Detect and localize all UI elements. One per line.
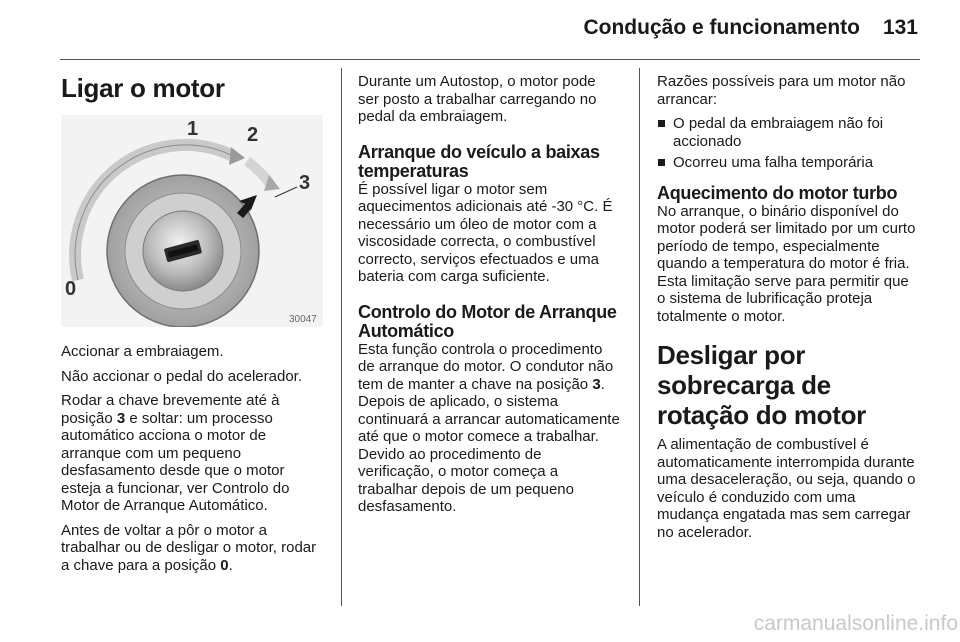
- column-3: [657, 73, 919, 548]
- position-ref: 3: [116, 409, 126, 427]
- paragraph: Antes de voltar a pôr o motor a trabalhar ou de desligar o motor, rodar a chave para a posição 0.: [61, 521, 317, 574]
- paragraph: Razões possíveis para um motor não arrancar:: [657, 73, 906, 108]
- column-divider: [341, 68, 342, 606]
- watermark: carmanualsonline.info: [753, 612, 958, 635]
- label-position-2: 2: [247, 124, 259, 146]
- figure-code: 30047: [289, 314, 317, 325]
- position-ref: 3: [592, 375, 601, 393]
- ignition-switch-figure: [61, 115, 323, 327]
- column-2: [358, 73, 620, 523]
- paragraph: Não accionar o pedal do acelerador.: [61, 367, 302, 385]
- column-1: [61, 73, 323, 581]
- heading-desligar-sobrecarga: Desligar por sobrecarga de rotação do motor: [657, 340, 866, 430]
- column-divider: [639, 68, 640, 606]
- heading-aquecimento-turbo: Aquecimento do motor turbo: [657, 182, 898, 203]
- paragraph: Accionar a embraiagem.: [61, 343, 224, 360]
- reasons-list: [657, 115, 919, 172]
- page-number: 131: [882, 16, 918, 39]
- label-position-3: 3: [299, 172, 311, 194]
- label-position-0: 0: [65, 278, 77, 300]
- heading-arranque-baixas-temperaturas: Arranque do veículo a baixas temperaturas: [358, 141, 600, 181]
- paragraph: Durante um Autostop, o motor pode ser posto a trabalhar carregando no pedal da embraiagem.: [358, 73, 597, 125]
- heading-controlo-motor-arranque: Controlo do Motor de Arranque Automático: [358, 301, 617, 341]
- header-rule: [60, 59, 920, 60]
- section-title: Condução e funcionamento: [583, 16, 860, 39]
- label-position-1: 1: [187, 118, 199, 140]
- paragraph: No arranque, o binário disponível do motor poderá ser limitado por um curto período de tempo, especialmente quando a temperatura do motor é fria. Esta limitação serve para permitir que o sistema de lubrificação proteja totalmente o motor.: [657, 202, 916, 325]
- position-ref: 0: [220, 556, 229, 574]
- paragraph: A alimentação de combustível é automaticamente interrompida durante uma desaceleração, ou seja, quando o veículo é conduzido com uma mudança engatada mas sem carregar no acelerador.: [657, 436, 916, 541]
- paragraph: Rodar a chave brevemente até à posição 3 e soltar: um processo automático acciona o motor de arranque com um pequeno desfasamento desde que o motor esteja a funcionar, ver Controlo do Motor de Arranque Automático.: [61, 392, 290, 514]
- list-item: Ocorreu uma falha temporária: [657, 154, 919, 172]
- heading-ligar-o-motor: Ligar o motor: [61, 73, 225, 103]
- list-item: O pedal da embraiagem não foi accionado: [657, 115, 919, 150]
- paragraph: Esta função controla o procedimento de arranque do motor. O condutor não tem de manter a chave na posição 3. Depois de aplicado, o sistema continuará a arrancar automaticamente até que o motor comece a trabalhar. Devido ao procedimento de verificação, o motor começa a trabalhar depois de um pequeno desfasamento.: [358, 340, 620, 515]
- paragraph: É possível ligar o motor sem aquecimentos adicionais até -30 °C. É necessário um óleo de motor com a viscosidade correcta, o combustível correcto, serviços efectuados e uma bateria com carga suficiente.: [358, 180, 613, 285]
